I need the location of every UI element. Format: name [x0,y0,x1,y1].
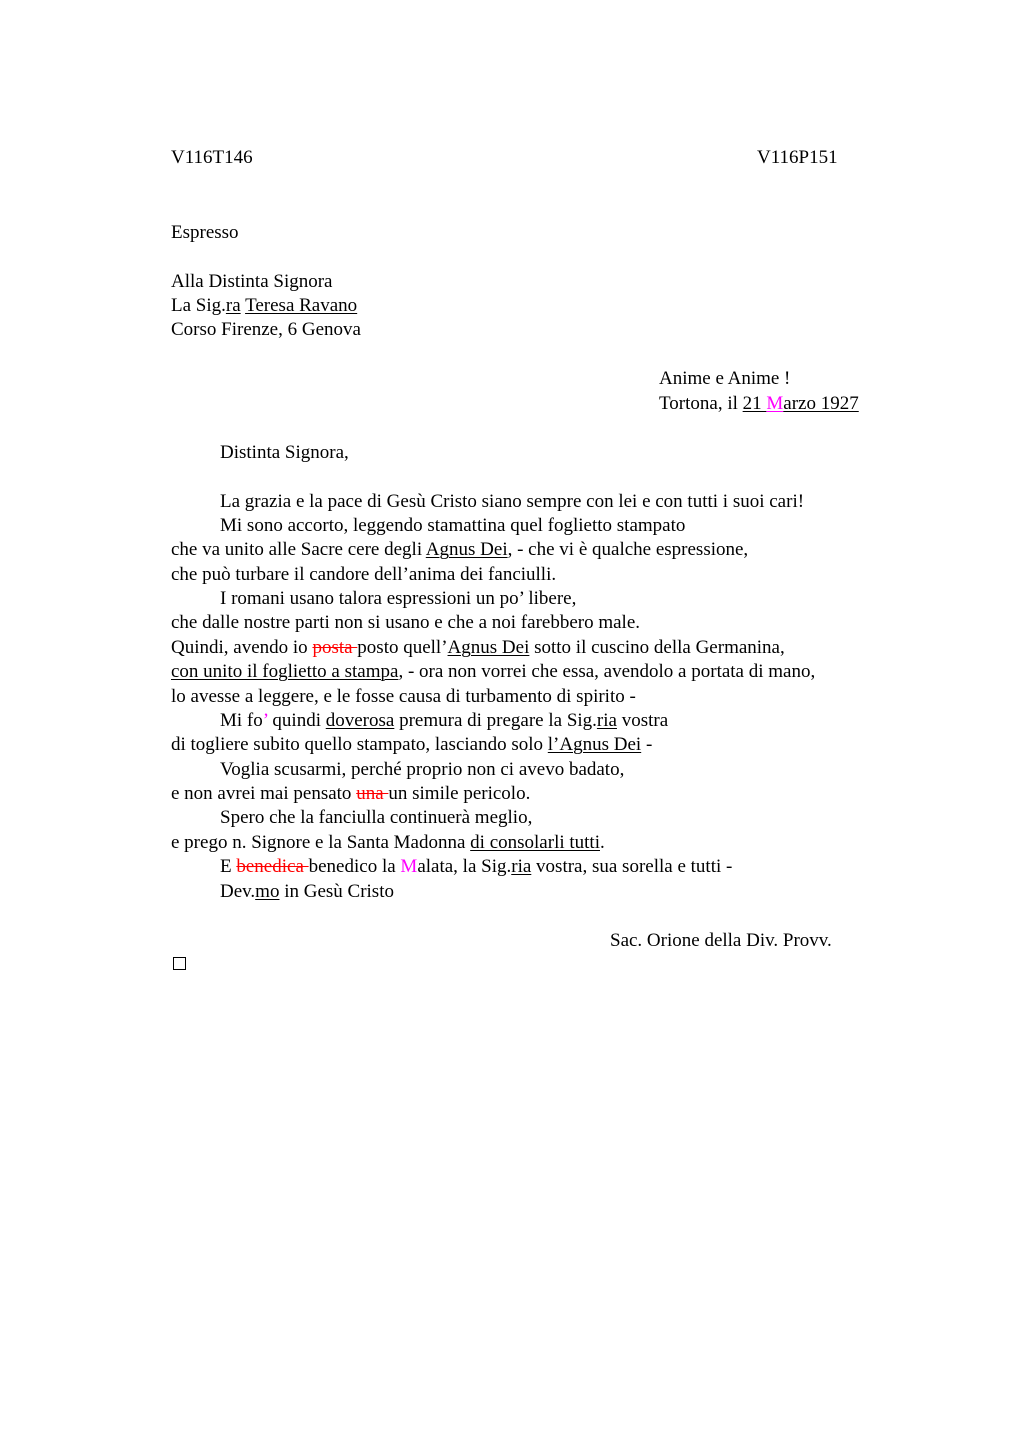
header-left-code: V116T146 [171,147,253,168]
body-line-7: Quindi, avendo io posta posto quell’Agnus Dei sotto il cuscino della Germanina, [171,637,785,658]
body-line-10: Mi fo’ quindi doverosa premura di pregare la Sig.ria vostra [220,710,669,731]
body-line-13: e non avrei mai pensato una un simile pericolo. [171,783,531,804]
correction-mark: M [400,856,418,877]
deleted-word: posta [312,637,358,658]
correction-mark: ’ [262,710,268,731]
deleted-word: benedica [236,856,309,877]
checkbox-symbol [173,957,186,970]
signature: Sac. Orione della Div. Provv. [610,930,832,951]
address-line-2: La Sig.ra Teresa Ravano [171,295,358,316]
body-line-2: Mi sono accorto, leggendo stamattina quel foglietto stampato [220,515,686,536]
header-right-code: V116P151 [757,147,838,168]
body-line-4: che può turbare il candore dell’anima dei fanciulli. [171,564,557,585]
address-line-1: Alla Distinta Signora [171,271,333,292]
body-line-9: lo avesse a leggere, e le fosse causa di turbamento di spirito - [171,686,636,707]
correction-mark: M [766,393,784,414]
body-line-11: di togliere subito quello stampato, lasciando solo l’Agnus Dei - [171,734,653,755]
salutation: Distinta Signora, [220,442,349,463]
body-line-3: che va unito alle Sacre cere degli Agnus Dei, - che vi è qualche espressione, [171,539,749,560]
body-line-12: Voglia scusarmi, perché proprio non ci avevo badato, [220,759,625,780]
body-line-8: con unito il foglietto a stampa, - ora non vorrei che essa, avendolo a portata di mano, [171,661,816,682]
date-line: Tortona, il 21 Marzo 1927 [659,393,859,414]
body-line-14: Spero che la fanciulla continuerà meglio, [220,807,533,828]
closing-line: Dev.mo in Gesù Cristo [220,881,394,902]
body-line-5: I romani usano talora espressioni un po’ libere, [220,588,577,609]
body-line-6: che dalle nostre parti non si usano e che a noi farebbero male. [171,612,641,633]
body-line-1: La grazia e la pace di Gesù Cristo siano sempre con lei e con tutti i suoi cari! [220,491,805,512]
body-line-15: e prego n. Signore e la Santa Madonna di consolarli tutti. [171,832,605,853]
deleted-word: una [356,783,389,804]
delivery-note: Espresso [171,222,239,243]
motto: Anime e Anime ! [659,368,791,389]
recipient-name: Teresa Ravano [245,295,358,316]
address-line-3: Corso Firenze, 6 Genova [171,319,361,340]
body-line-16: E benedica benedico la Malata, la Sig.ria vostra, sua sorella e tutti - [220,856,733,877]
